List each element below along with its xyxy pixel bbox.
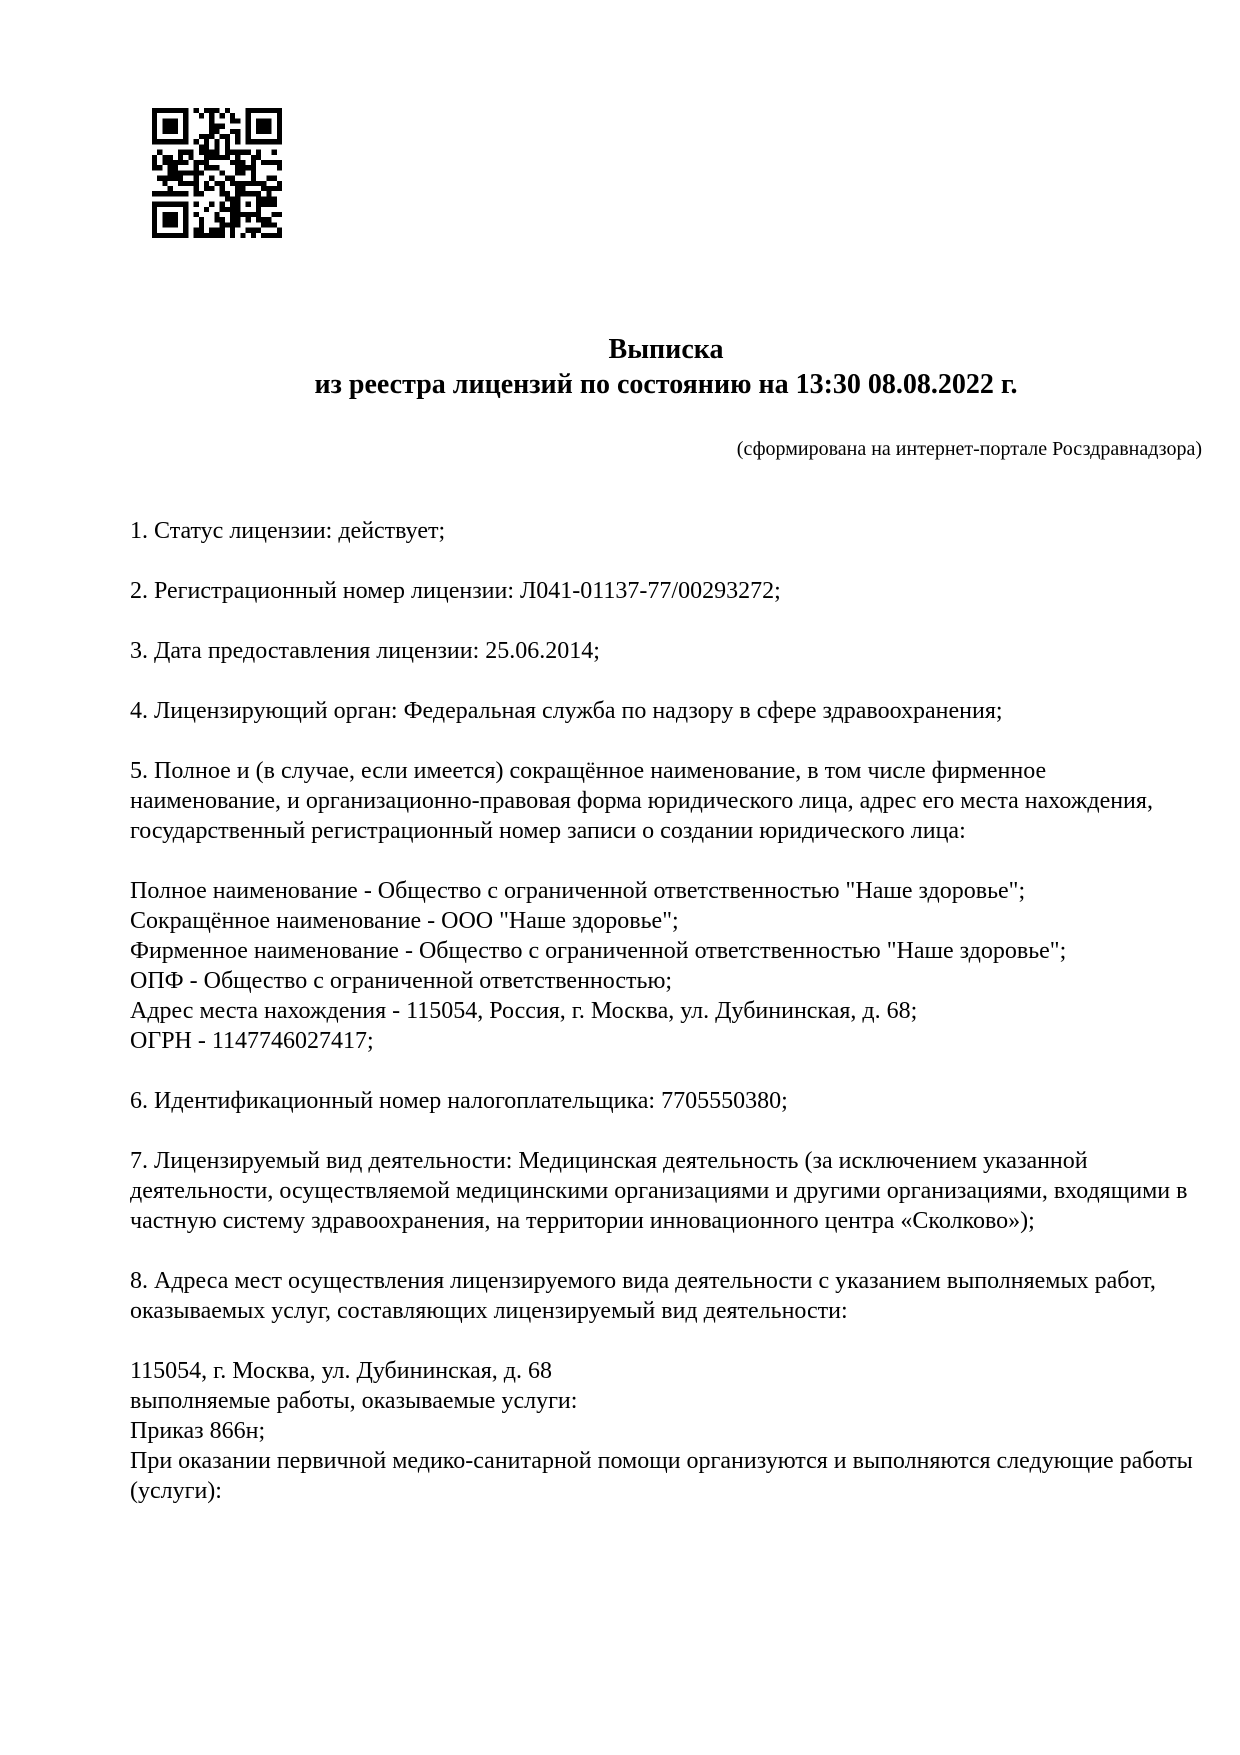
taxpayer-inn: 6. Идентификационный номер налогоплательщика: 7705550380; (130, 1088, 788, 1114)
org-names-heading: 5. Полное и (в случае, если имеется) сокращённое наименование, в том числе фирменное наименование, и организационно-правовая форма юридического лица, адрес его места нахождения, государственный регистрационный номер записи о создании юридического лица: (130, 758, 1153, 844)
document-title (130, 332, 1202, 402)
org-details-block (130, 876, 1202, 1056)
org-brand-name: Фирменное наименование - Общество с ограниченной ответственностью "Наше здоровье"; (130, 938, 1067, 964)
org-legal-form: ОПФ - Общество с ограниченной ответственностью; (130, 968, 673, 994)
licensing-authority: 4. Лицензирующий орган: Федеральная служба по надзору в сфере здравоохранения; (130, 698, 1003, 724)
org-full-name: Полное наименование - Общество с ограниченной ответственностью "Наше здоровье"; (130, 878, 1026, 904)
org-address: Адрес места нахождения - 115054, Россия, г. Москва, ул. Дубининская, д. 68; (130, 998, 918, 1024)
activity-address: 115054, г. Москва, ул. Дубининская, д. 68 (130, 1358, 552, 1384)
license-grant-date: 3. Дата предоставления лицензии: 25.06.2014; (130, 638, 600, 664)
license-reg-number: 2. Регистрационный номер лицензии: Л041-01137-77/00293272; (130, 578, 781, 604)
license-status: 1. Статус лицензии: действует; (130, 518, 446, 544)
document-subtitle: (сформирована на интернет-портале Росздравнадзора) (736, 438, 1202, 460)
org-short-name: Сокращённое наименование - ООО "Наше здоровье"; (130, 908, 679, 934)
works-services-label: выполняемые работы, оказываемые услуги: (130, 1388, 578, 1414)
activity-address-block (130, 1356, 1202, 1506)
licensed-activity: 7. Лицензируемый вид деятельности: Медицинская деятельность (за исключением указанной деятельности, осуществляемой медицинскими организациями и другими организациями, входящими в частную систему здравоохранения, на территории инновационного центра «Сколково»); (130, 1148, 1188, 1234)
order-866n: Приказ 866н; (130, 1418, 266, 1444)
title-line-2: из реестра лицензий по состоянию на 13:30 08.08.2022 г. (314, 369, 1018, 400)
primary-care-works: При оказании первичной медико-санитарной помощи организуются и выполняются следующие работы (услуги): (130, 1448, 1193, 1504)
document-body (130, 516, 1202, 1506)
title-line-1: Выписка (608, 334, 724, 365)
document-content (130, 0, 1202, 1536)
org-ogrn: ОГРН - 1147746027417; (130, 1028, 374, 1054)
activity-addresses-heading: 8. Адреса мест осуществления лицензируемого вида деятельности с указанием выполняемых работ, оказываемых услуг, составляющих лицензируемый вид деятельности: (130, 1268, 1156, 1324)
